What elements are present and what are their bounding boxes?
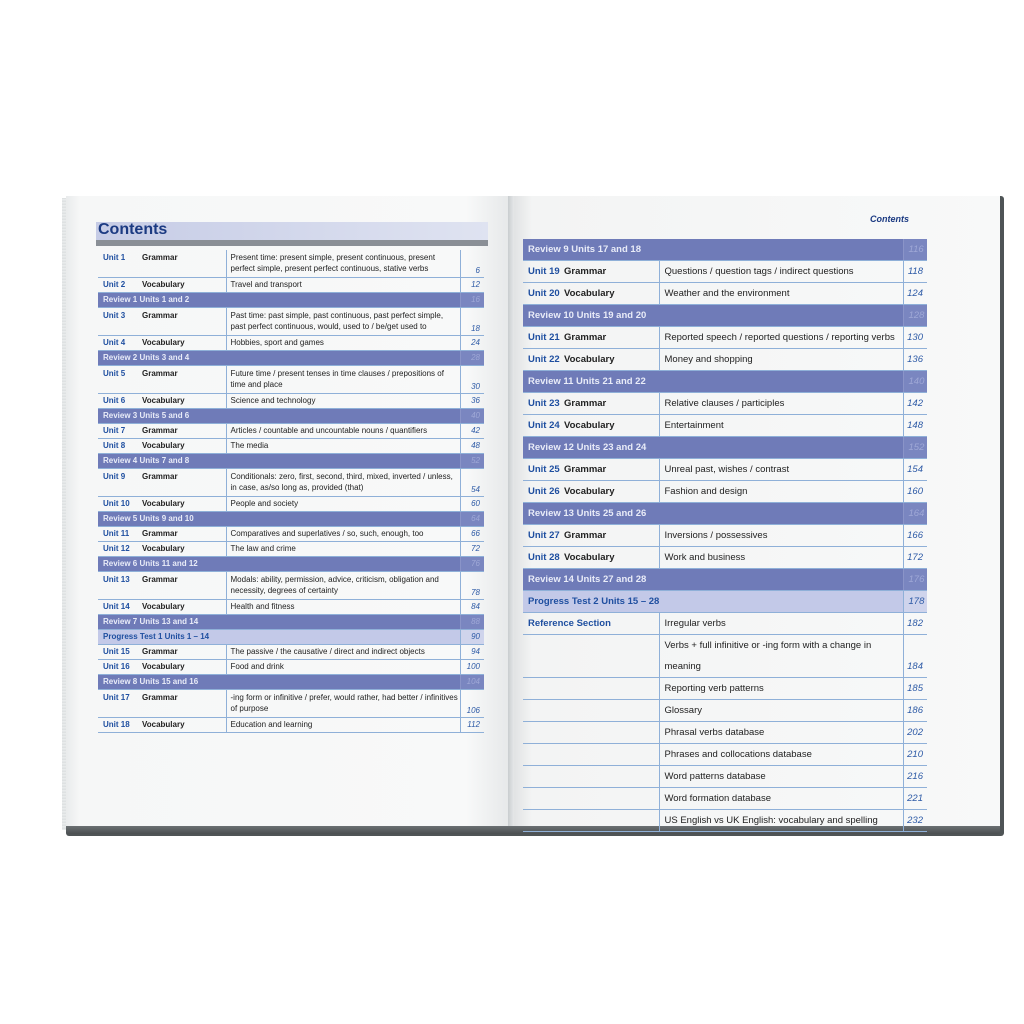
page-number: 178	[903, 591, 927, 613]
page-number: 12	[460, 278, 484, 293]
page-number: 66	[460, 527, 484, 542]
unit-description: Health and fitness	[226, 600, 460, 615]
contents-title-banner	[96, 222, 488, 240]
review-label: Review 6 Units 11 and 12	[98, 557, 460, 572]
toc-row	[523, 635, 927, 678]
review-label: Review 1 Units 1 and 2	[98, 293, 460, 308]
toc-row	[523, 525, 927, 547]
entry-description: Phrases and collocations database	[659, 744, 903, 766]
page-number: 30	[460, 366, 484, 394]
section-label	[523, 810, 659, 832]
page-number: 36	[460, 394, 484, 409]
unit-description: Questions / question tags / indirect questions	[659, 261, 903, 283]
toc-row	[523, 503, 927, 525]
page-number: 164	[903, 503, 927, 525]
unit-number: Unit 28	[523, 547, 564, 569]
review-label: Review 2 Units 3 and 4	[98, 351, 460, 366]
entry-description: Word formation database	[659, 788, 903, 810]
review-label: Review 5 Units 9 and 10	[98, 512, 460, 527]
page-number: 42	[460, 424, 484, 439]
unit-number: Unit 22	[523, 349, 564, 371]
unit-description: Education and learning	[226, 718, 460, 733]
toc-row	[98, 250, 484, 278]
unit-number: Unit 5	[98, 366, 137, 394]
unit-type: Vocabulary	[564, 283, 659, 305]
unit-description: Future time / present tenses in time clauses / prepositions of time and place	[226, 366, 460, 394]
left-contents-table	[98, 250, 484, 733]
toc-row	[523, 261, 927, 283]
unit-description: Conditionals: zero, first, second, third, mixed, inverted / unless, in case, as/so long as, provided (that)	[226, 469, 460, 497]
toc-row	[98, 409, 484, 424]
page-number: 185	[903, 678, 927, 700]
toc-row	[98, 527, 484, 542]
unit-type: Vocabulary	[137, 497, 226, 512]
unit-type: Vocabulary	[137, 394, 226, 409]
review-label: Review 14 Units 27 and 28	[523, 569, 903, 591]
entry-description: Reporting verb patterns	[659, 678, 903, 700]
entry-description: Verbs + full infinitive or -ing form with a change in meaning	[659, 635, 903, 678]
page-number: 104	[460, 675, 484, 690]
toc-row	[523, 305, 927, 327]
unit-type: Vocabulary	[564, 481, 659, 503]
unit-number: Unit 23	[523, 393, 564, 415]
progress-test-label: Progress Test 1 Units 1 – 14	[98, 630, 460, 645]
toc-row	[98, 675, 484, 690]
section-label	[523, 788, 659, 810]
unit-type: Vocabulary	[137, 278, 226, 293]
toc-row	[98, 351, 484, 366]
entry-description: US English vs UK English: vocabulary and spelling	[659, 810, 903, 832]
toc-row	[523, 700, 927, 722]
unit-description: The passive / the causative / direct and indirect objects	[226, 645, 460, 660]
page-number: 100	[460, 660, 484, 675]
page-number: 106	[460, 690, 484, 718]
progress-test-label: Progress Test 2 Units 15 – 28	[523, 591, 903, 613]
page-number: 54	[460, 469, 484, 497]
toc-row	[98, 394, 484, 409]
unit-type: Grammar	[564, 327, 659, 349]
page-title: Contents	[98, 221, 168, 238]
toc-row	[98, 660, 484, 675]
unit-type: Grammar	[137, 366, 226, 394]
unit-number: Unit 7	[98, 424, 137, 439]
page-number: 124	[903, 283, 927, 305]
page-number: 210	[903, 744, 927, 766]
unit-description: The law and crime	[226, 542, 460, 557]
page-number: 130	[903, 327, 927, 349]
unit-description: Entertainment	[659, 415, 903, 437]
review-label: Review 11 Units 21 and 22	[523, 371, 903, 393]
toc-row	[523, 766, 927, 788]
toc-row	[98, 278, 484, 293]
right-contents-table	[523, 239, 927, 832]
unit-description: The media	[226, 439, 460, 454]
unit-number: Unit 18	[98, 718, 137, 733]
unit-type: Grammar	[564, 261, 659, 283]
toc-row	[98, 615, 484, 630]
page-number: 152	[903, 437, 927, 459]
unit-description: Science and technology	[226, 394, 460, 409]
unit-number: Unit 9	[98, 469, 137, 497]
unit-description: -ing form or infinitive / prefer, would rather, had better / infinitives of purpose	[226, 690, 460, 718]
page-number: 52	[460, 454, 484, 469]
unit-type: Grammar	[137, 250, 226, 278]
page-number: 18	[460, 308, 484, 336]
page-number: 78	[460, 572, 484, 600]
entry-description: Irregular verbs	[659, 613, 903, 635]
unit-description: Relative clauses / participles	[659, 393, 903, 415]
page-number: 84	[460, 600, 484, 615]
unit-type: Grammar	[137, 469, 226, 497]
toc-row	[98, 454, 484, 469]
unit-number: Unit 27	[523, 525, 564, 547]
review-label: Review 9 Units 17 and 18	[523, 239, 903, 261]
toc-row	[523, 371, 927, 393]
book-spine	[508, 196, 514, 830]
toc-row	[523, 591, 927, 613]
unit-type: Grammar	[137, 424, 226, 439]
page-number: 182	[903, 613, 927, 635]
unit-number: Unit 25	[523, 459, 564, 481]
toc-row	[98, 439, 484, 454]
review-label: Review 10 Units 19 and 20	[523, 305, 903, 327]
unit-type: Vocabulary	[564, 415, 659, 437]
unit-number: Unit 3	[98, 308, 137, 336]
unit-number: Unit 10	[98, 497, 137, 512]
toc-row	[98, 424, 484, 439]
unit-number: Unit 20	[523, 283, 564, 305]
toc-row	[523, 283, 927, 305]
toc-row	[98, 630, 484, 645]
toc-row	[523, 678, 927, 700]
page-number: 28	[460, 351, 484, 366]
toc-row	[523, 547, 927, 569]
toc-row	[523, 613, 927, 635]
unit-type: Vocabulary	[564, 547, 659, 569]
unit-number: Unit 16	[98, 660, 137, 675]
unit-description: Modals: ability, permission, advice, criticism, obligation and necessity, degrees of certainty	[226, 572, 460, 600]
unit-type: Vocabulary	[564, 349, 659, 371]
page-number: 154	[903, 459, 927, 481]
page-number: 94	[460, 645, 484, 660]
unit-number: Unit 26	[523, 481, 564, 503]
unit-description: Present time: present simple, present continuous, present perfect simple, present perfect continuous, stative verbs	[226, 250, 460, 278]
page-number: 116	[903, 239, 927, 261]
page-number: 60	[460, 497, 484, 512]
toc-row	[523, 393, 927, 415]
unit-description: Articles / countable and uncountable nouns / quantifiers	[226, 424, 460, 439]
page-number: 216	[903, 766, 927, 788]
page-number: 136	[903, 349, 927, 371]
unit-number: Unit 6	[98, 394, 137, 409]
toc-row	[98, 572, 484, 600]
toc-row	[98, 308, 484, 336]
page-number: 40	[460, 409, 484, 424]
unit-type: Grammar	[137, 527, 226, 542]
toc-row	[98, 336, 484, 351]
page-number: 148	[903, 415, 927, 437]
toc-row	[98, 469, 484, 497]
unit-description: Money and shopping	[659, 349, 903, 371]
page-number: 142	[903, 393, 927, 415]
unit-type: Grammar	[564, 459, 659, 481]
toc-row	[523, 437, 927, 459]
unit-number: Unit 15	[98, 645, 137, 660]
unit-type: Grammar	[137, 645, 226, 660]
toc-row	[523, 349, 927, 371]
unit-description: Work and business	[659, 547, 903, 569]
toc-row	[523, 327, 927, 349]
toc-row	[98, 600, 484, 615]
section-label: Reference Section	[523, 613, 659, 635]
page-number: 112	[460, 718, 484, 733]
toc-row	[98, 497, 484, 512]
section-label	[523, 635, 659, 678]
section-label	[523, 744, 659, 766]
toc-row	[523, 569, 927, 591]
unit-description: Fashion and design	[659, 481, 903, 503]
toc-row	[98, 690, 484, 718]
unit-type: Vocabulary	[137, 660, 226, 675]
entry-description: Word patterns database	[659, 766, 903, 788]
section-label	[523, 700, 659, 722]
unit-type: Grammar	[564, 525, 659, 547]
page-number: 88	[460, 615, 484, 630]
page-number: 232	[903, 810, 927, 832]
unit-number: Unit 13	[98, 572, 137, 600]
page-number: 90	[460, 630, 484, 645]
page-number: 184	[903, 635, 927, 678]
toc-row	[98, 512, 484, 527]
toc-row	[98, 557, 484, 572]
unit-number: Unit 8	[98, 439, 137, 454]
unit-type: Vocabulary	[137, 439, 226, 454]
toc-row	[523, 788, 927, 810]
review-label: Review 8 Units 15 and 16	[98, 675, 460, 690]
unit-number: Unit 19	[523, 261, 564, 283]
review-label: Review 13 Units 25 and 26	[523, 503, 903, 525]
unit-number: Unit 12	[98, 542, 137, 557]
unit-type: Grammar	[137, 308, 226, 336]
unit-type: Grammar	[137, 690, 226, 718]
toc-row	[523, 415, 927, 437]
toc-row	[523, 744, 927, 766]
page-number: 186	[903, 700, 927, 722]
toc-row	[523, 459, 927, 481]
title-underline	[96, 240, 488, 246]
page-number: 160	[903, 481, 927, 503]
unit-type: Grammar	[564, 393, 659, 415]
page-number: 16	[460, 293, 484, 308]
unit-number: Unit 2	[98, 278, 137, 293]
unit-description: Food and drink	[226, 660, 460, 675]
unit-description: Reported speech / reported questions / reporting verbs	[659, 327, 903, 349]
right-page-header: Contents	[870, 214, 909, 224]
unit-type: Grammar	[137, 572, 226, 600]
unit-number: Unit 4	[98, 336, 137, 351]
page-number: 64	[460, 512, 484, 527]
unit-number: Unit 11	[98, 527, 137, 542]
page-number: 221	[903, 788, 927, 810]
page-number: 128	[903, 305, 927, 327]
unit-type: Vocabulary	[137, 542, 226, 557]
review-label: Review 12 Units 23 and 24	[523, 437, 903, 459]
section-label	[523, 722, 659, 744]
review-label: Review 3 Units 5 and 6	[98, 409, 460, 424]
toc-row	[523, 722, 927, 744]
page-number: 118	[903, 261, 927, 283]
unit-number: Unit 14	[98, 600, 137, 615]
unit-description: Travel and transport	[226, 278, 460, 293]
toc-row	[98, 542, 484, 557]
review-label: Review 4 Units 7 and 8	[98, 454, 460, 469]
unit-description: Inversions / possessives	[659, 525, 903, 547]
unit-type: Vocabulary	[137, 336, 226, 351]
unit-description: Comparatives and superlatives / so, such, enough, too	[226, 527, 460, 542]
page-number: 172	[903, 547, 927, 569]
toc-row	[98, 718, 484, 733]
page-number: 72	[460, 542, 484, 557]
page-number: 76	[460, 557, 484, 572]
page-number: 6	[460, 250, 484, 278]
toc-row	[98, 645, 484, 660]
unit-type: Vocabulary	[137, 600, 226, 615]
unit-description: People and society	[226, 497, 460, 512]
unit-description: Unreal past, wishes / contrast	[659, 459, 903, 481]
page-number: 140	[903, 371, 927, 393]
toc-row	[98, 293, 484, 308]
unit-description: Past time: past simple, past continuous, past perfect simple, past perfect continuous, would, used to / be/get used to	[226, 308, 460, 336]
page-number: 166	[903, 525, 927, 547]
section-label	[523, 766, 659, 788]
section-label	[523, 678, 659, 700]
entry-description: Phrasal verbs database	[659, 722, 903, 744]
review-label: Review 7 Units 13 and 14	[98, 615, 460, 630]
toc-row	[98, 366, 484, 394]
unit-number: Unit 17	[98, 690, 137, 718]
unit-number: Unit 21	[523, 327, 564, 349]
toc-row	[523, 239, 927, 261]
unit-type: Vocabulary	[137, 718, 226, 733]
toc-row	[523, 481, 927, 503]
unit-description: Hobbies, sport and games	[226, 336, 460, 351]
unit-description: Weather and the environment	[659, 283, 903, 305]
unit-number: Unit 1	[98, 250, 137, 278]
unit-number: Unit 24	[523, 415, 564, 437]
toc-row	[523, 810, 927, 832]
page-number: 48	[460, 439, 484, 454]
entry-description: Glossary	[659, 700, 903, 722]
page-number: 202	[903, 722, 927, 744]
page-number: 24	[460, 336, 484, 351]
page-number: 176	[903, 569, 927, 591]
